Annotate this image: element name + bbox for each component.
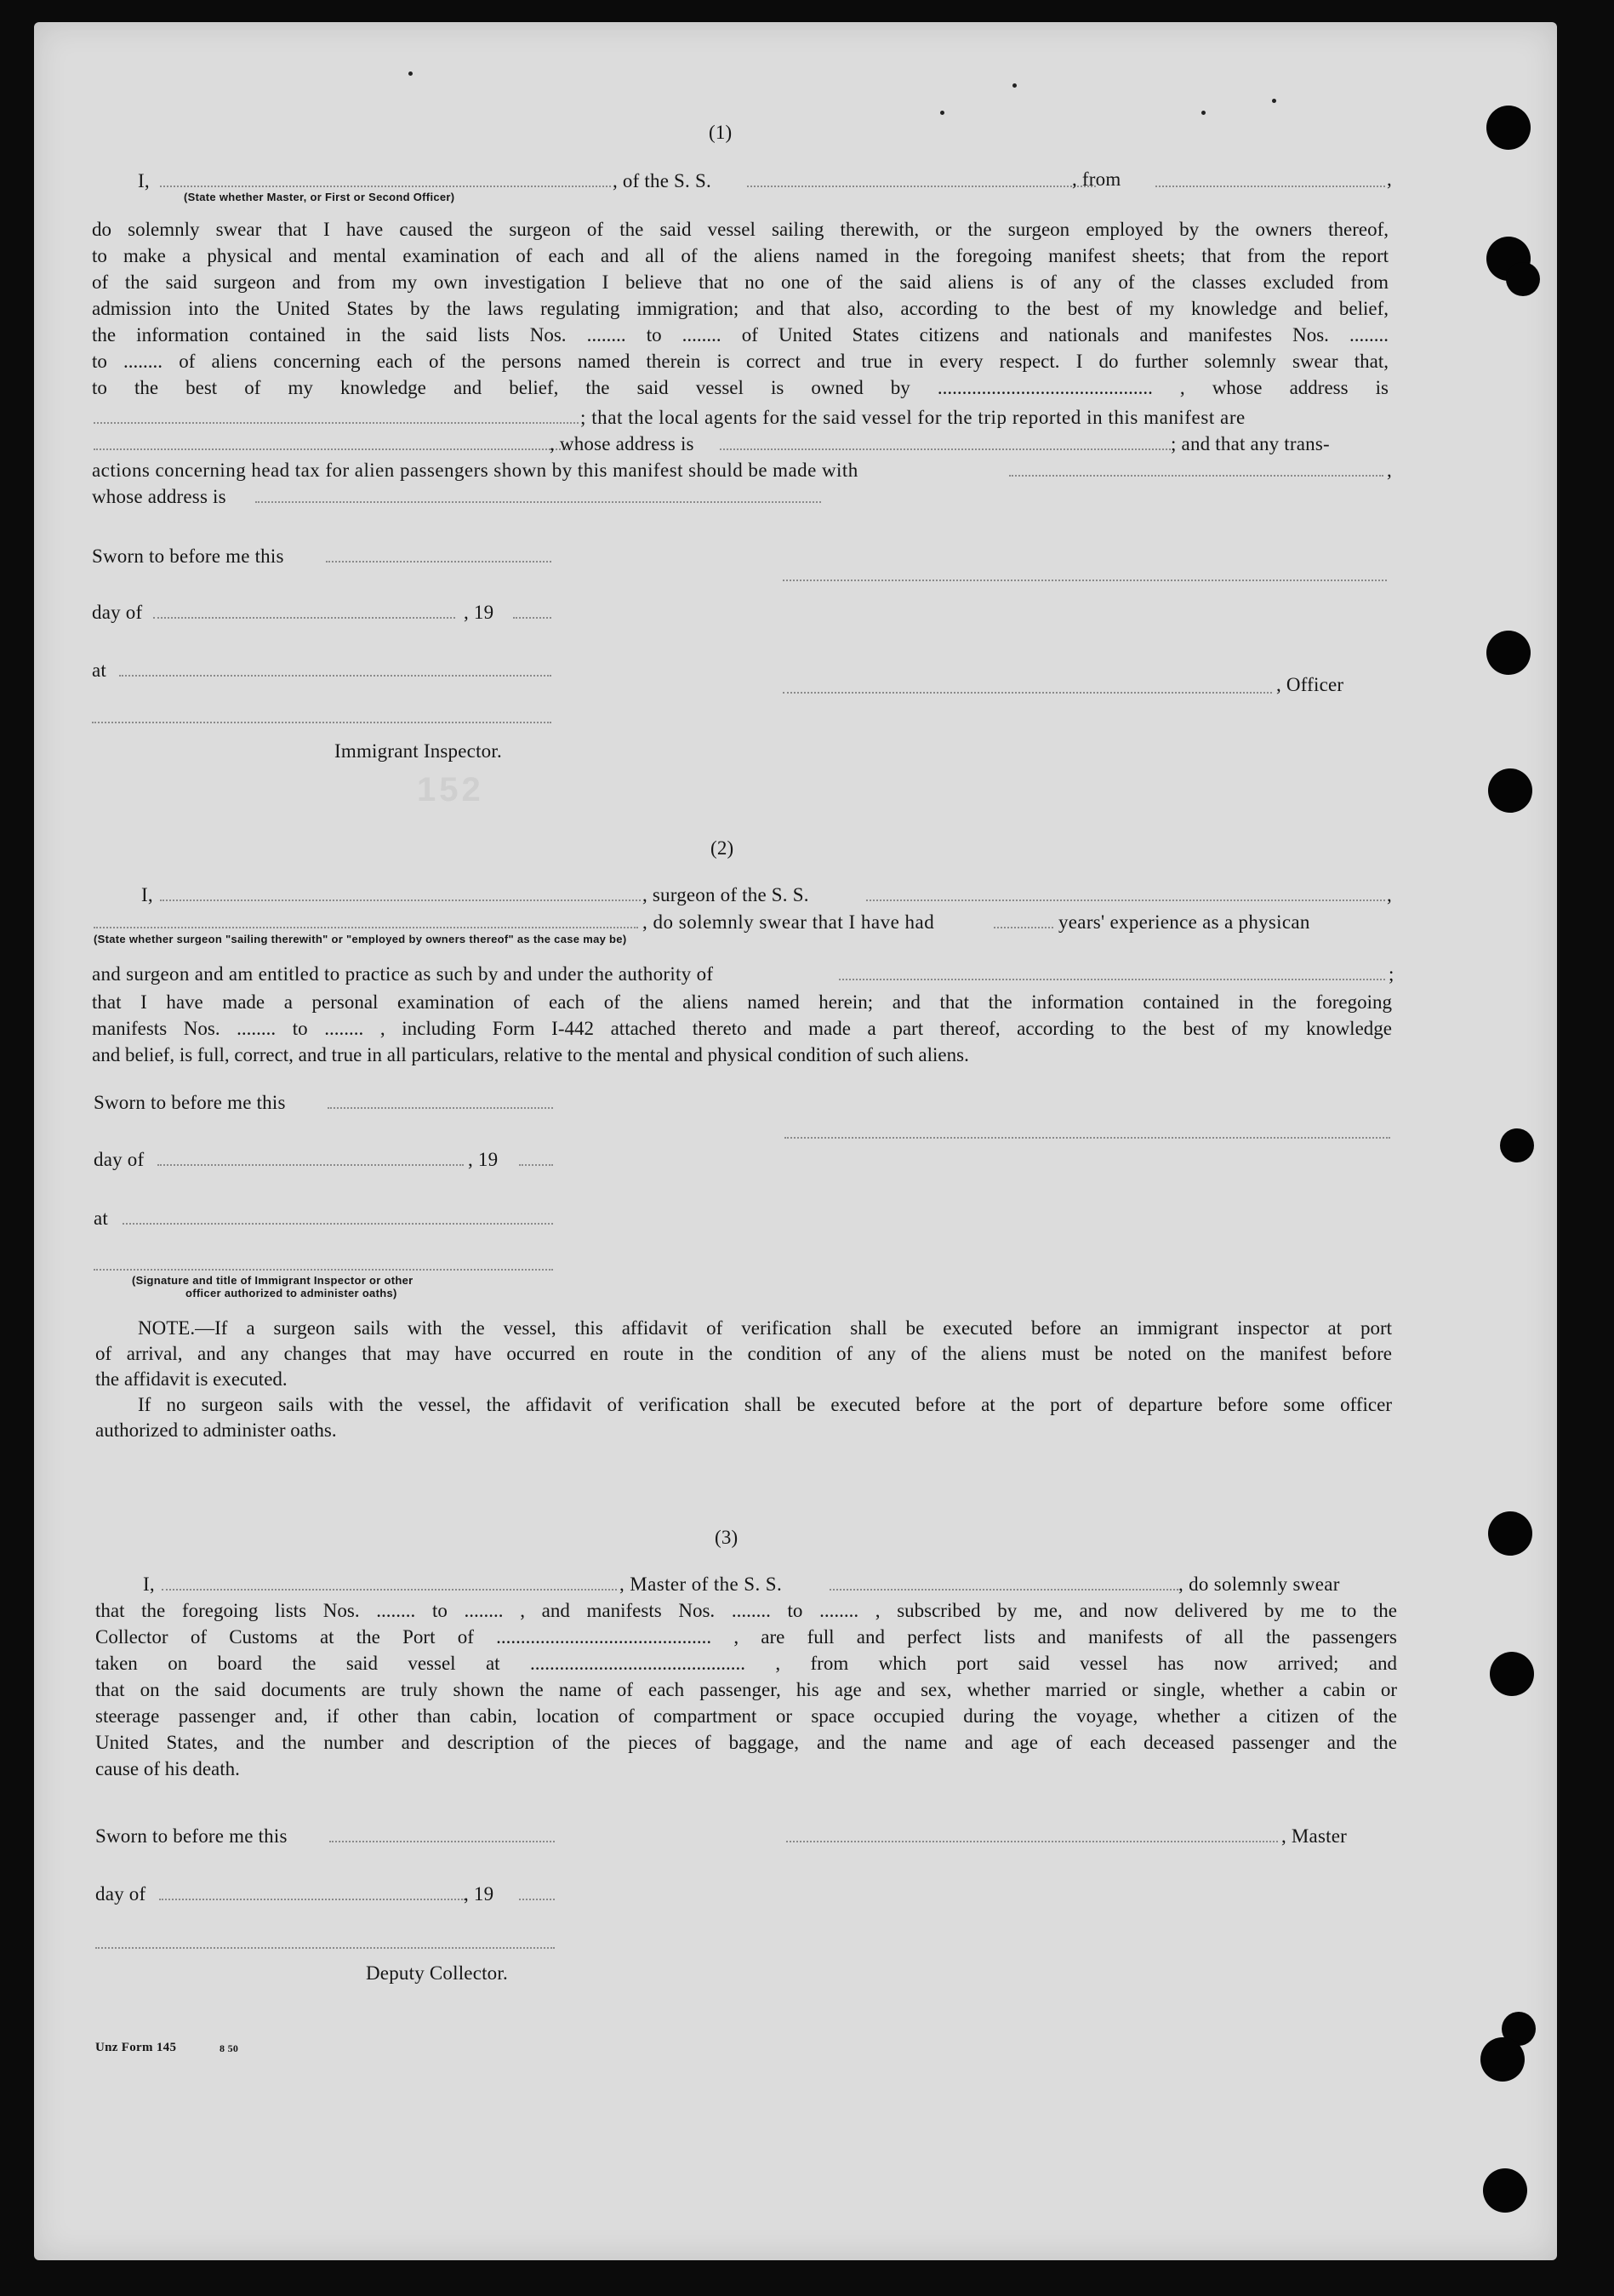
signature-line xyxy=(784,1137,1390,1139)
fill-line xyxy=(255,501,821,503)
section-2-number: (2) xyxy=(710,837,734,859)
s2-signature-note-2: officer authorized to administer oaths) xyxy=(185,1287,397,1299)
s3-day-of: day of xyxy=(95,1883,146,1905)
fill-line xyxy=(830,1589,1178,1591)
punch-hole xyxy=(1486,106,1531,150)
fill-line xyxy=(94,422,579,424)
fill-line xyxy=(519,1164,553,1166)
s3-line: that on the said documents are truly shown the name of each passenger, his age and sex, whether married or single, whether a cabin or xyxy=(95,1679,1397,1700)
form-date: 8 50 xyxy=(220,2042,239,2054)
s3-line: Collector of Customs at the Port of ............................................ , are full and perfect lists and manifests of all the passengers xyxy=(95,1626,1397,1648)
s3-body xyxy=(95,1597,1397,1782)
fill-line xyxy=(162,1589,617,1591)
s1-officer: , Officer xyxy=(1276,674,1344,695)
s2-signature-note-1: (Signature and title of Immigrant Inspector or other xyxy=(132,1274,413,1287)
note-line: the affidavit is executed. xyxy=(95,1368,288,1390)
fill-line xyxy=(720,448,1171,450)
note-line: If no surgeon sails with the vessel, the affidavit of verification shall be executed before at the port of departure before some officer xyxy=(138,1394,1392,1415)
s1-sworn: Sworn to before me this xyxy=(92,545,284,567)
signature-line xyxy=(786,1841,1278,1842)
s1-line1-i: I, xyxy=(138,170,150,191)
s2-body xyxy=(92,989,1392,1068)
s1-line10-comma: , xyxy=(1387,460,1392,481)
fill-line xyxy=(123,1223,553,1225)
s2-line1-i: I, xyxy=(141,884,153,905)
s2-line: and belief, is full, correct, and true in all particulars, relative to the mental and physical condition of such aliens. xyxy=(92,1044,969,1065)
s1-line: admission into the United States by the laws regulating immigration; and that also, according to the best of my knowledge and belief, xyxy=(92,298,1389,319)
s1-year: , 19 xyxy=(464,602,494,623)
s2-line3: and surgeon and am entitled to practice as such by and under the authority of xyxy=(92,963,714,985)
s1-line1-comma: , xyxy=(1387,168,1392,190)
fill-line xyxy=(160,900,641,901)
s1-inspector: Immigrant Inspector. xyxy=(334,740,502,762)
s3-year: , 19 xyxy=(464,1883,494,1905)
note-line: authorized to administer oaths. xyxy=(95,1419,337,1441)
s2-surgeon-note: (State whether surgeon "sailing therewith" or "employed by owners thereof" as the case may be) xyxy=(94,933,627,945)
fill-line xyxy=(1155,186,1385,187)
speck xyxy=(1012,83,1017,88)
punch-hole xyxy=(1483,2168,1527,2213)
s1-line9-address: , whose address is xyxy=(550,433,694,454)
s2-line: manifests Nos. ........ to ........ , including Form I-442 attached thereto and made a part thereof, according to the best of my knowledge xyxy=(92,1018,1392,1039)
fill-line xyxy=(159,1899,465,1900)
s2-line: that I have made a personal examination of each of the aliens named herein; and that the information contained in the foregoing xyxy=(92,991,1392,1013)
s3-deputy-collector: Deputy Collector. xyxy=(366,1962,508,1984)
s3-line1-swear: , do solemnly swear xyxy=(1178,1574,1340,1595)
s1-line1-ss: , of the S. S. xyxy=(613,170,711,191)
fill-line xyxy=(513,617,551,619)
fill-line xyxy=(94,448,570,450)
s1-body xyxy=(92,216,1389,401)
punch-hole xyxy=(1488,768,1532,813)
fill-line xyxy=(519,1899,555,1900)
signature-line xyxy=(94,1269,553,1271)
form-page xyxy=(34,22,1557,2260)
s1-line: the information contained in the said lists Nos. ........ to ........ of United States citizens and nationals and manifestes Nos. ........ xyxy=(92,324,1389,346)
fill-line xyxy=(119,675,551,677)
s3-line: United States, and the number and description of the pieces of baggage, and the name and age of each deceased passenger and the xyxy=(95,1732,1397,1753)
signature-line xyxy=(95,1947,555,1949)
s1-line1-from: , from xyxy=(1072,168,1121,190)
signature-line xyxy=(783,580,1387,581)
fill-line xyxy=(1009,475,1383,477)
fill-line xyxy=(329,1841,555,1842)
punch-hole xyxy=(1488,1511,1532,1556)
note-line: NOTE.—If a surgeon sails with the vessel, this affidavit of verification shall be executed before an immigrant inspector at port xyxy=(138,1317,1392,1339)
s2-line2-years: years' experience as a physican xyxy=(1058,911,1310,933)
s1-officer-note: (State whether Master, or First or Second Officer) xyxy=(184,191,455,203)
section-3-number: (3) xyxy=(715,1527,739,1548)
s2-line2-swear: , do solemnly swear that I have had xyxy=(642,911,935,933)
s3-line1-master: , Master of the S. S. xyxy=(619,1574,783,1595)
signature-line xyxy=(783,692,1272,694)
s2-line3-semicolon: ; xyxy=(1389,963,1394,985)
punch-hole xyxy=(1506,262,1540,296)
punch-hole xyxy=(1500,1128,1534,1162)
fill-line xyxy=(153,617,455,619)
form-number: Unz Form 145 xyxy=(95,2041,177,2054)
s3-master: , Master xyxy=(1281,1825,1347,1847)
speck xyxy=(1272,99,1276,103)
speck xyxy=(940,111,944,115)
speck xyxy=(408,71,413,76)
s3-line: taken on board the said vessel at ............................................ , from which port said vessel has now arrived; and xyxy=(95,1653,1397,1674)
s3-line: that the foregoing lists Nos. ........ to ........ , and manifests Nos. ........ to ........ , subscribed by me, and now delivered by me to the xyxy=(95,1600,1397,1621)
fill-line xyxy=(94,927,638,928)
s3-line: cause of his death. xyxy=(95,1758,240,1779)
s1-line8: ; that the local agents for the said vessel for the trip reported in this manifest are xyxy=(580,407,1246,428)
fill-line xyxy=(994,927,1053,928)
s2-day-of: day of xyxy=(94,1149,145,1170)
s1-line: do solemnly swear that I have caused the surgeon of the said vessel sailing therewith, or the surgeon employed by the owners thereof, xyxy=(92,219,1389,240)
punch-hole xyxy=(1480,2037,1525,2082)
s2-year: , 19 xyxy=(468,1149,499,1170)
s3-line1-i: I, xyxy=(143,1574,155,1595)
fill-line xyxy=(157,1164,464,1166)
s1-at: at xyxy=(92,660,106,681)
s1-line: to ........ of aliens concerning each of the persons named therein is correct and true in every respect. I do further solemnly swear that, xyxy=(92,351,1389,372)
section-1-number: (1) xyxy=(709,122,733,143)
s3-line: steerage passenger and, if other than cabin, location of compartment or space occupied during the voyage, whether a citizen of the xyxy=(95,1705,1397,1727)
s1-line10: actions concerning head tax for alien passengers shown by this manifest should be made with xyxy=(92,460,858,481)
fill-line xyxy=(747,186,1096,187)
s1-line11: whose address is xyxy=(92,486,226,507)
s1-day-of: day of xyxy=(92,602,143,623)
fill-line xyxy=(866,900,1385,901)
fill-line xyxy=(160,186,611,187)
s2-note xyxy=(95,1316,1392,1443)
s1-line: to the best of my knowledge and belief, the said vessel is owned by ............................................ , whose address is xyxy=(92,377,1389,398)
faint-stamp: 152 xyxy=(417,771,484,808)
note-line: of arrival, and any changes that may have occurred en route in the condition of any of the aliens must be noted on the manifest before xyxy=(95,1343,1392,1364)
speck xyxy=(1201,111,1206,115)
punch-hole xyxy=(1490,1652,1534,1696)
signature-line xyxy=(92,722,551,723)
fill-line xyxy=(326,561,551,563)
s1-line9-trans: ; and that any trans- xyxy=(1171,433,1330,454)
s3-sworn: Sworn to before me this xyxy=(95,1825,288,1847)
s1-line: of the said surgeon and from my own investigation I believe that no one of the said aliens is of any of the classes excluded from xyxy=(92,271,1389,293)
s1-line: to make a physical and mental examination of each and all of the aliens named in the foregoing manifest sheets; that from the report xyxy=(92,245,1389,266)
fill-line xyxy=(839,979,1385,980)
s2-sworn: Sworn to before me this xyxy=(94,1092,286,1113)
fill-line xyxy=(328,1107,553,1109)
s2-at: at xyxy=(94,1208,108,1229)
s2-line1-surgeon: , surgeon of the S. S. xyxy=(642,884,809,905)
punch-hole xyxy=(1486,631,1531,675)
s2-line1-comma: , xyxy=(1387,884,1392,905)
